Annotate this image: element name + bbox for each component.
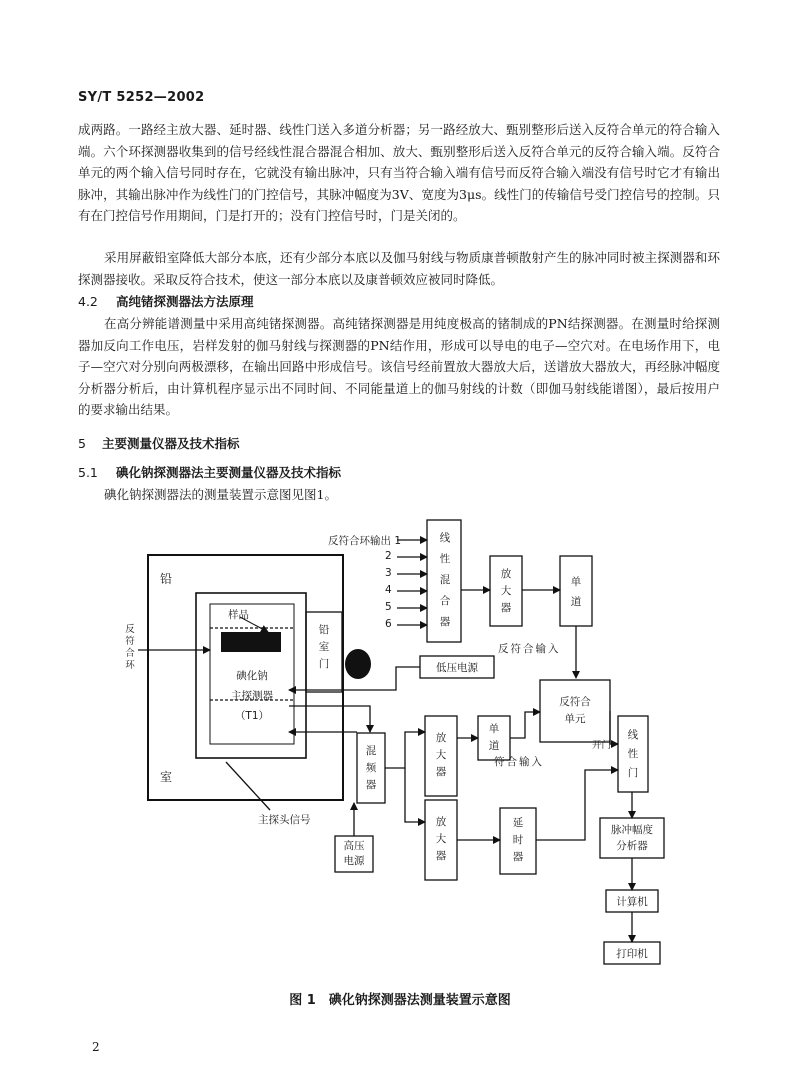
paragraph-4: 碘化钠探测器法的测量装置示意图见图1。 bbox=[104, 487, 337, 502]
lead-label: 铅 bbox=[160, 572, 173, 586]
amplifier-low-label: 放 大 器 bbox=[435, 816, 447, 862]
high-voltage-label: 高压 电源 bbox=[343, 840, 365, 867]
chamber-label: 室 bbox=[160, 770, 173, 784]
nai-detector-label: 碘化钠 主探测器 （T1） bbox=[231, 670, 273, 722]
lead-door-label: 铅 室 门 bbox=[318, 624, 330, 670]
main-signal-label: 主探头信号 bbox=[258, 814, 311, 826]
heading-number: 4.2 bbox=[78, 294, 98, 309]
coincidence-input-label: 符合输入 bbox=[494, 756, 544, 768]
heading-text: 高纯锗探测器法方法原理 bbox=[116, 294, 254, 309]
paragraph-1: 成两路。一路经主放大器、延时器、线性门送入多道分析器；另一路经放大、甄别整形后送入反符合单元的符合输入端。六个环探测器收集到的信号经线性混合器混合相加、放大、甄别整形后送入反符合单元的反符合输入端。反符合单元的两个输入信号同时存在，它就没有输出脉冲，只有当符合输入端有信号而反符合输入端没有信号时它才有输出脉冲，其输出脉冲作为线性门的门控信号，其脉冲幅度为3V、宽度为3μs。线性门的传输信号受门控信号的控制。只有在门控信号作用期间，门是打开的；没有门控信号时，门是关闭的。 bbox=[78, 122, 720, 223]
heading-text: 碘化钠探测器法主要测量仪器及技术指标 bbox=[116, 465, 342, 480]
anti-output-5: 5 bbox=[385, 601, 392, 613]
computer-label: 计算机 bbox=[616, 896, 648, 908]
paragraph-3: 在高分辨能谱测量中采用高纯锗探测器。高纯锗探测器是用纯度极高的锗制成的PN结探测器。在测量时给探测器加反向工作电压，岩样发射的伽马射线与探测器的PN结作用，形成可以导电的电子—空穴对。在电场作用下，电子—空穴对分别向两极漂移，在输出回路中形成信号。该信号经前置放大器放大后，送谱放大器放大，再经脉冲幅度分析器分析后，由计算机程序显示出不同时间、不同能量道上的伽马射线的计数（即伽马射线能谱图），最后按用户的要求输出结果。 bbox=[78, 316, 720, 417]
gate-open-label: 开门 bbox=[592, 740, 612, 751]
delay-label: 延 时 器 bbox=[512, 817, 524, 863]
amplifier-top-label: 放 大 器 bbox=[500, 568, 512, 614]
anti-output-6: 6 bbox=[385, 618, 392, 630]
mixer-label: 混 频 器 bbox=[365, 745, 377, 791]
linear-mixer-label: 线 性 混 合 器 bbox=[439, 532, 451, 628]
single-channel-mid-label: 单 道 bbox=[488, 723, 500, 752]
anti-ring-label: 反 符 合 环 bbox=[125, 624, 135, 671]
low-voltage-label: 低压电源 bbox=[436, 662, 478, 674]
anti-unit-label: 反符合 单元 bbox=[559, 696, 591, 725]
heading-text: 主要测量仪器及技术指标 bbox=[102, 436, 240, 451]
anti-input-label: 反符合输入 bbox=[498, 643, 561, 655]
standard-header: SY/T 5252—2002 bbox=[78, 90, 205, 105]
anti-output-3: 3 bbox=[385, 567, 392, 579]
page-number: 2 bbox=[92, 1040, 100, 1054]
sample-label: 样品 bbox=[228, 609, 249, 621]
anti-output-1: 反符合环输出 1 bbox=[328, 535, 402, 547]
printer-label: 打印机 bbox=[616, 948, 648, 960]
heading-number: 5 bbox=[78, 436, 86, 451]
paragraph-2: 采用屏蔽铅室降低大部分本底，还有少部分本底以及伽马射线与物质康普顿散射产生的脉冲同时被主探测器和环探测器接收。采取反符合技术，使这一部分本底以及康普顿效应被同时降低。 bbox=[78, 250, 720, 287]
heading-number: 5.1 bbox=[78, 465, 98, 480]
anti-output-2: 2 bbox=[385, 550, 392, 562]
anti-output-4: 4 bbox=[385, 584, 392, 596]
amplifier-mid-label: 放 大 器 bbox=[435, 732, 447, 778]
figure-caption: 图 1 碘化钠探测器法测量装置示意图 bbox=[289, 993, 511, 1008]
pha-label: 脉冲幅度 分析器 bbox=[611, 824, 653, 852]
single-channel-top-label: 单 道 bbox=[570, 576, 582, 608]
linear-gate-label: 线 性 门 bbox=[627, 729, 639, 779]
